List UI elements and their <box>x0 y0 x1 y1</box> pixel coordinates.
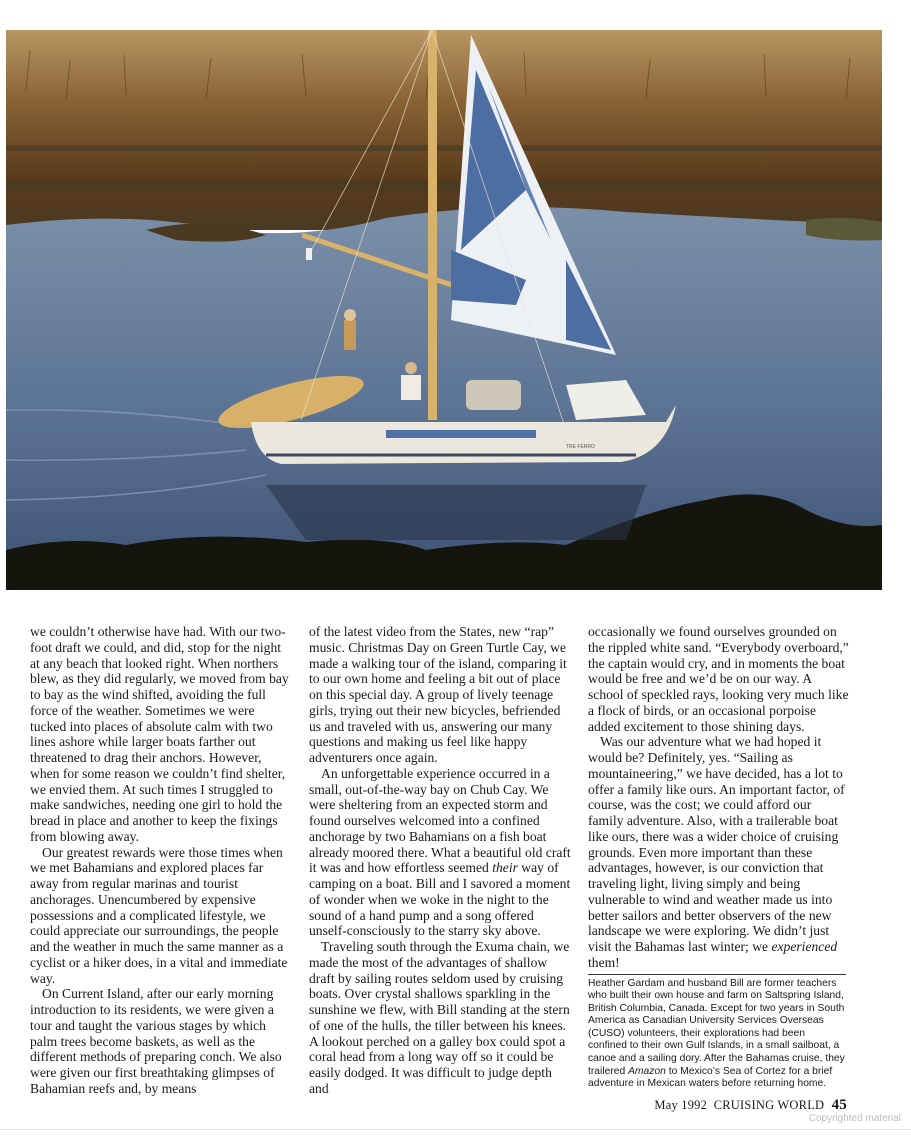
paragraph: of the latest video from the States, new “rap” music. Christmas Day on Green Turtle Cay, we made a walking tour of the island, comparing it to our own home and feeling a bit out of place on this special day. A group of lively teenage girls, trying out their new bicycles, befriended us and traveled with us, answering our many questions and making us feel like happy adventurers once again. <box>309 624 567 765</box>
paragraph: we couldn’t otherwise have had. With our two-foot draft we could, and did, stop for the night at any beach that looked right. When northers blew, as they did regularly, we moved from bay to bay as the wind shifted, avoiding the full force of the weather. Sometimes we were tucked into places of absolute calm with two lines ashore while larger boats farther out threatened to drag their anchors. However, when for some reason we couldn’t find shelter, we envied them. At such times I struggled to make sandwiches, needing one girl to hold the bread in place and another to keep the fixings from blowing away. <box>30 624 289 844</box>
page-number: 45 <box>831 1097 847 1113</box>
paragraph: Traveling south through the Exuma chain, we made the most of the advantages of shallow draft by sailing routes seldom used by cruising boats. Over crystal shallows sparkling in the sunshine we flew, with Bill standing at the stern of one of the hulls, the tiller between his knees. A lookout perched on a galley box could spot a coral head from a long way off so it could be easily dodged. It was difficult to judge depth and <box>309 939 570 1096</box>
page-edge-divider <box>0 1129 911 1130</box>
boat-name-label: TRE FERRO <box>566 444 595 450</box>
article-column-2 <box>309 624 571 1097</box>
paragraph: An unforgettable experience occurred in a small, out-of-the-way bay on Chub Cay. We were sheltering from an expected storm and found ourselves welcomed into a confined anchorage by two Bahamians on a fish boat already moored there. What a beautiful old craft it was and how effortless seemed their way of camping on a boat. Bill and I savored a moment of wonder when we woke in the night to the sound of a hand pump and a song offered unself-consciously to the starry sky above. <box>309 765 571 939</box>
sailing-catamaran-photo <box>6 30 882 590</box>
page-footer <box>654 1097 847 1114</box>
copyright-watermark: Copyrighted material <box>808 1113 901 1124</box>
paragraph: occasionally we found ourselves grounded on the rippled white sand. “Everybody overboard,” the captain would cry, and in moments the boat would be free and we’d be on our way. A school of speckled rays, looking very much like a flock of birds, or an occasional porpoise added excitement to those shining days. <box>588 624 849 734</box>
article-column-3 <box>588 624 850 1091</box>
article-column-1 <box>30 624 292 1097</box>
issue-date: May 1992 <box>654 1098 708 1112</box>
paragraph: Was our adventure what we had hoped it would be? Definitely, yes. “Sailing as mountaineering,” we have decided, has a lot to offer a family like ours. An important factor, of course, was the cost; we could afford our family adventure. Also, with a trailerable boat like ours, there was a wider choice of cruising grounds. Even more important than these advantages, however, is our conviction that traveling light, living simply and being vulnerable to wind and weather made us into better sailors and better observers of the new landscape we were exploring. We didn’t just visit the Bahamas last winter; we experienced them! <box>588 734 845 970</box>
magazine-name: CRUISING WORLD <box>713 1098 825 1112</box>
author-bio: Heather Gardam and husband Bill are former teachers who built their own house and farm on Saltspring Island, British Columbia, Canada. Except for two years in South America as Canadian University Services Overseas (CUSO) volunteers, their explorations had been confined to their own Gulf Islands, in a small sailboat, a canoe and a sailing dory. After the Bahamas cruise, they trailered Amazon to Mexico’s Sea of Cortez for a brief adventure in Mexican waters before returning home. <box>588 974 846 1091</box>
photo-illustration <box>6 30 882 590</box>
paragraph: Our greatest rewards were those times when we met Bahamians and explored places far away from regular marinas and tourist anchorages. Unencumbered by expensive possessions and a complicated lifestyle, we could appreciate our surroundings, the people and the weather in much the same manner as a cyclist or a hiker does, in a vital and immediate way. <box>30 844 288 986</box>
paragraph: On Current Island, after our early morning introduction to its residents, we were given a tour and taught the various stages by which palm trees become baskets, as well as the different methods of preparing conch. We also were given our first breathtaking glimpses of Bahamian reefs and, by means <box>30 986 282 1096</box>
